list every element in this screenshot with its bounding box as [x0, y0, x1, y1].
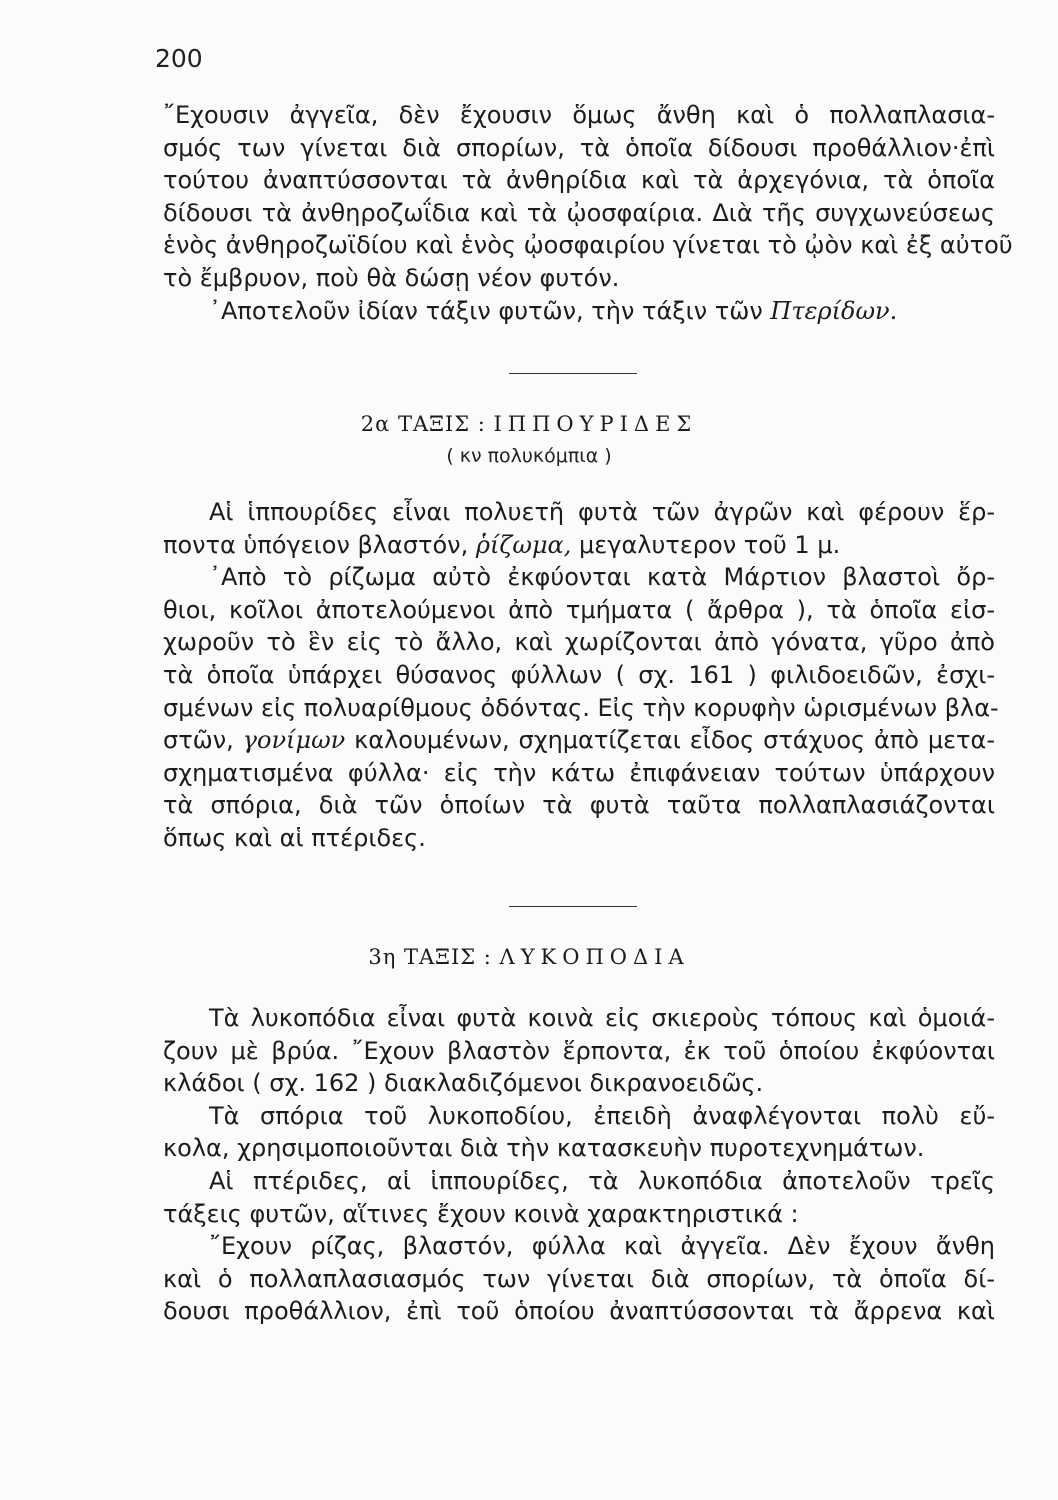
- text-run: στῶν,: [163, 726, 234, 755]
- italic-term: Πτερίδων.: [770, 296, 898, 325]
- text-line: κολα, χρησιμοποιοῦνται διὰ τὴν κατασκευὴν πυροτεχνημάτων.: [163, 1134, 925, 1163]
- text-run: ποντα ὑπόγειον βλαστόν,: [163, 530, 469, 559]
- text-line: ἑνὸς ἀνθηροζωϊδίου καὶ ἑνὸς ᾠοσφαιρίου γίνεται τὸ ᾠὸν καὶ ἐξ αὐτοῦ: [163, 231, 1013, 260]
- italic-term: γονίμων: [242, 726, 346, 755]
- text-line: καὶ ὁ πολλαπλασιασμός των γίνεται διὰ σπορίων, τὰ ὁποῖα δί-: [163, 1264, 995, 1293]
- text-line: τὸ ἔμβρυον, ποὺ θὰ δώσῃ νέον φυτόν.: [163, 263, 620, 292]
- section-title: ΙΠΠΟΥΡΙΔΕΣ: [493, 412, 698, 436]
- section-heading-2: [0, 412, 1058, 436]
- page-number: 200: [155, 44, 203, 73]
- section-subtitle: ( κν πολυκόμπια ): [446, 445, 612, 467]
- section-title: ΛΥΚΟΠΟΔΙΑ: [499, 945, 690, 969]
- text-line: ὅπως καὶ αἱ πτέριδες.: [163, 823, 426, 852]
- text-line: ῎Εχουσιν ἀγγεῖα, δὲν ἔχουσιν ὅμως ἄνθη καὶ ὁ πολλαπλασια-: [163, 101, 995, 129]
- text-line: δουσι προθάλλιον, ἐπὶ τοῦ ὁποίου ἀναπτύσσονται τὰ ἄρρενα καὶ: [163, 1297, 995, 1326]
- text-line: δίδουσι τὰ ἀνθηροζωΐδια καὶ τὰ ᾠοσφαίρια. Διὰ τῆς συγχωνεύσεως: [163, 198, 995, 227]
- text-line: [163, 529, 995, 562]
- text-run: μεγαλυτερον τοῦ 1 μ.: [579, 530, 841, 559]
- text-line: χωροῦν τὸ ἓν εἰς τὸ ἄλλο, καὶ χωρίζονται ἀπὸ γόνατα, γῦρο ἀπὸ: [163, 628, 995, 657]
- text-line: σμός των γίνεται διὰ σπορίων, τὰ ὁποῖα δίδουσι προθάλλιον·ἐπὶ: [163, 133, 995, 162]
- text-line: τὰ σπόρια, διὰ τῶν ὁποίων τὰ φυτὰ ταῦτα πολλαπλασιάζονται: [163, 791, 995, 820]
- section-divider: [509, 373, 637, 374]
- text-line: τάξεις φυτῶν, αἵτινες ἔχουν κοινὰ χαρακτηριστικά :: [163, 1199, 799, 1228]
- closing-text: ᾿Αποτελοῦν ἰδίαν τάξιν φυτῶν, τὴν τάξιν τῶν: [209, 296, 763, 325]
- text-line: τὰ ὁποῖα ὑπάρχει θύσανος φύλλων ( σχ. 161 ) φιλιδοειδῶν, ἐσχι-: [163, 660, 995, 689]
- text-line: Τὰ λυκοπόδια εἶναι φυτὰ κοινὰ εἰς σκιεροὺς τόπους καὶ ὁμοιά-: [209, 1004, 995, 1032]
- section-heading-3: [0, 945, 1058, 969]
- paragraph-ferns-continued: [163, 99, 1013, 327]
- text-run: καλουμένων, σχηματίζεται εἶδος στάχυος ἀπὸ μετα-: [354, 726, 995, 755]
- text-line: ᾿Απὸ τὸ ρίζωμα αὐτὸ ἐκφύονται κατὰ Μάρτιον βλαστοὶ ὄρ-: [209, 563, 995, 592]
- text-line: θιοι, κοῖλοι ἀποτελούμενοι ἀπὸ τμήματα ( ἄρθρα ), τὰ ὁποῖα εἰσ-: [163, 595, 995, 624]
- text-line: [163, 724, 995, 757]
- section-prefix: 2α ΤΑΞΙΣ :: [360, 412, 486, 436]
- italic-term: ῥίζωμα,: [475, 530, 572, 559]
- text-line-closing: [163, 295, 995, 328]
- text-line: σμένων εἰς πολυαρίθμους ὀδόντας. Εἰς τὴν κορυφὴν ὡρισμένων βλα-: [163, 693, 999, 722]
- text-line: Τὰ σπόρια τοῦ λυκοποδίου, ἐπειδὴ ἀναφλέγονται πολὺ εὔ-: [209, 1101, 995, 1130]
- text-line: Αἱ ἱππουρίδες εἶναι πολυετῆ φυτὰ τῶν ἀγρῶν καὶ φέρουν ἕρ-: [209, 498, 995, 526]
- text-line: Αἱ πτέριδες, αἱ ἱππουρίδες, τὰ λυκοπόδια ἀποτελοῦν τρεῖς: [209, 1166, 995, 1195]
- text-line: ῎Εχουν ρίζας, βλαστόν, φύλλα καὶ ἀγγεῖα. Δὲν ἔχουν ἄνθη: [209, 1232, 995, 1261]
- text-line: κλάδοι ( σχ. 162 ) διακλαδιζόμενοι δικρανοειδῶς.: [163, 1069, 764, 1098]
- section-divider: [509, 906, 637, 907]
- text-line: σχηματισμένα φύλλα· εἰς τὴν κάτω ἐπιφάνειαν τούτων ὑπάρχουν: [163, 758, 995, 787]
- text-line: ζουν μὲ βρύα. ῎Εχουν βλαστὸν ἕρποντα, ἐκ τοῦ ὁποίου ἐκφύονται: [163, 1036, 995, 1065]
- paragraph-horsetails: [163, 496, 999, 855]
- text-line: τούτου ἀναπτύσσονται τὰ ἀνθηρίδια καὶ τὰ ἀρχεγόνια, τὰ ὁποῖα: [163, 166, 995, 195]
- paragraph-clubmosses: [163, 1002, 995, 1328]
- section-prefix: 3η ΤΑΞΙΣ :: [368, 945, 492, 969]
